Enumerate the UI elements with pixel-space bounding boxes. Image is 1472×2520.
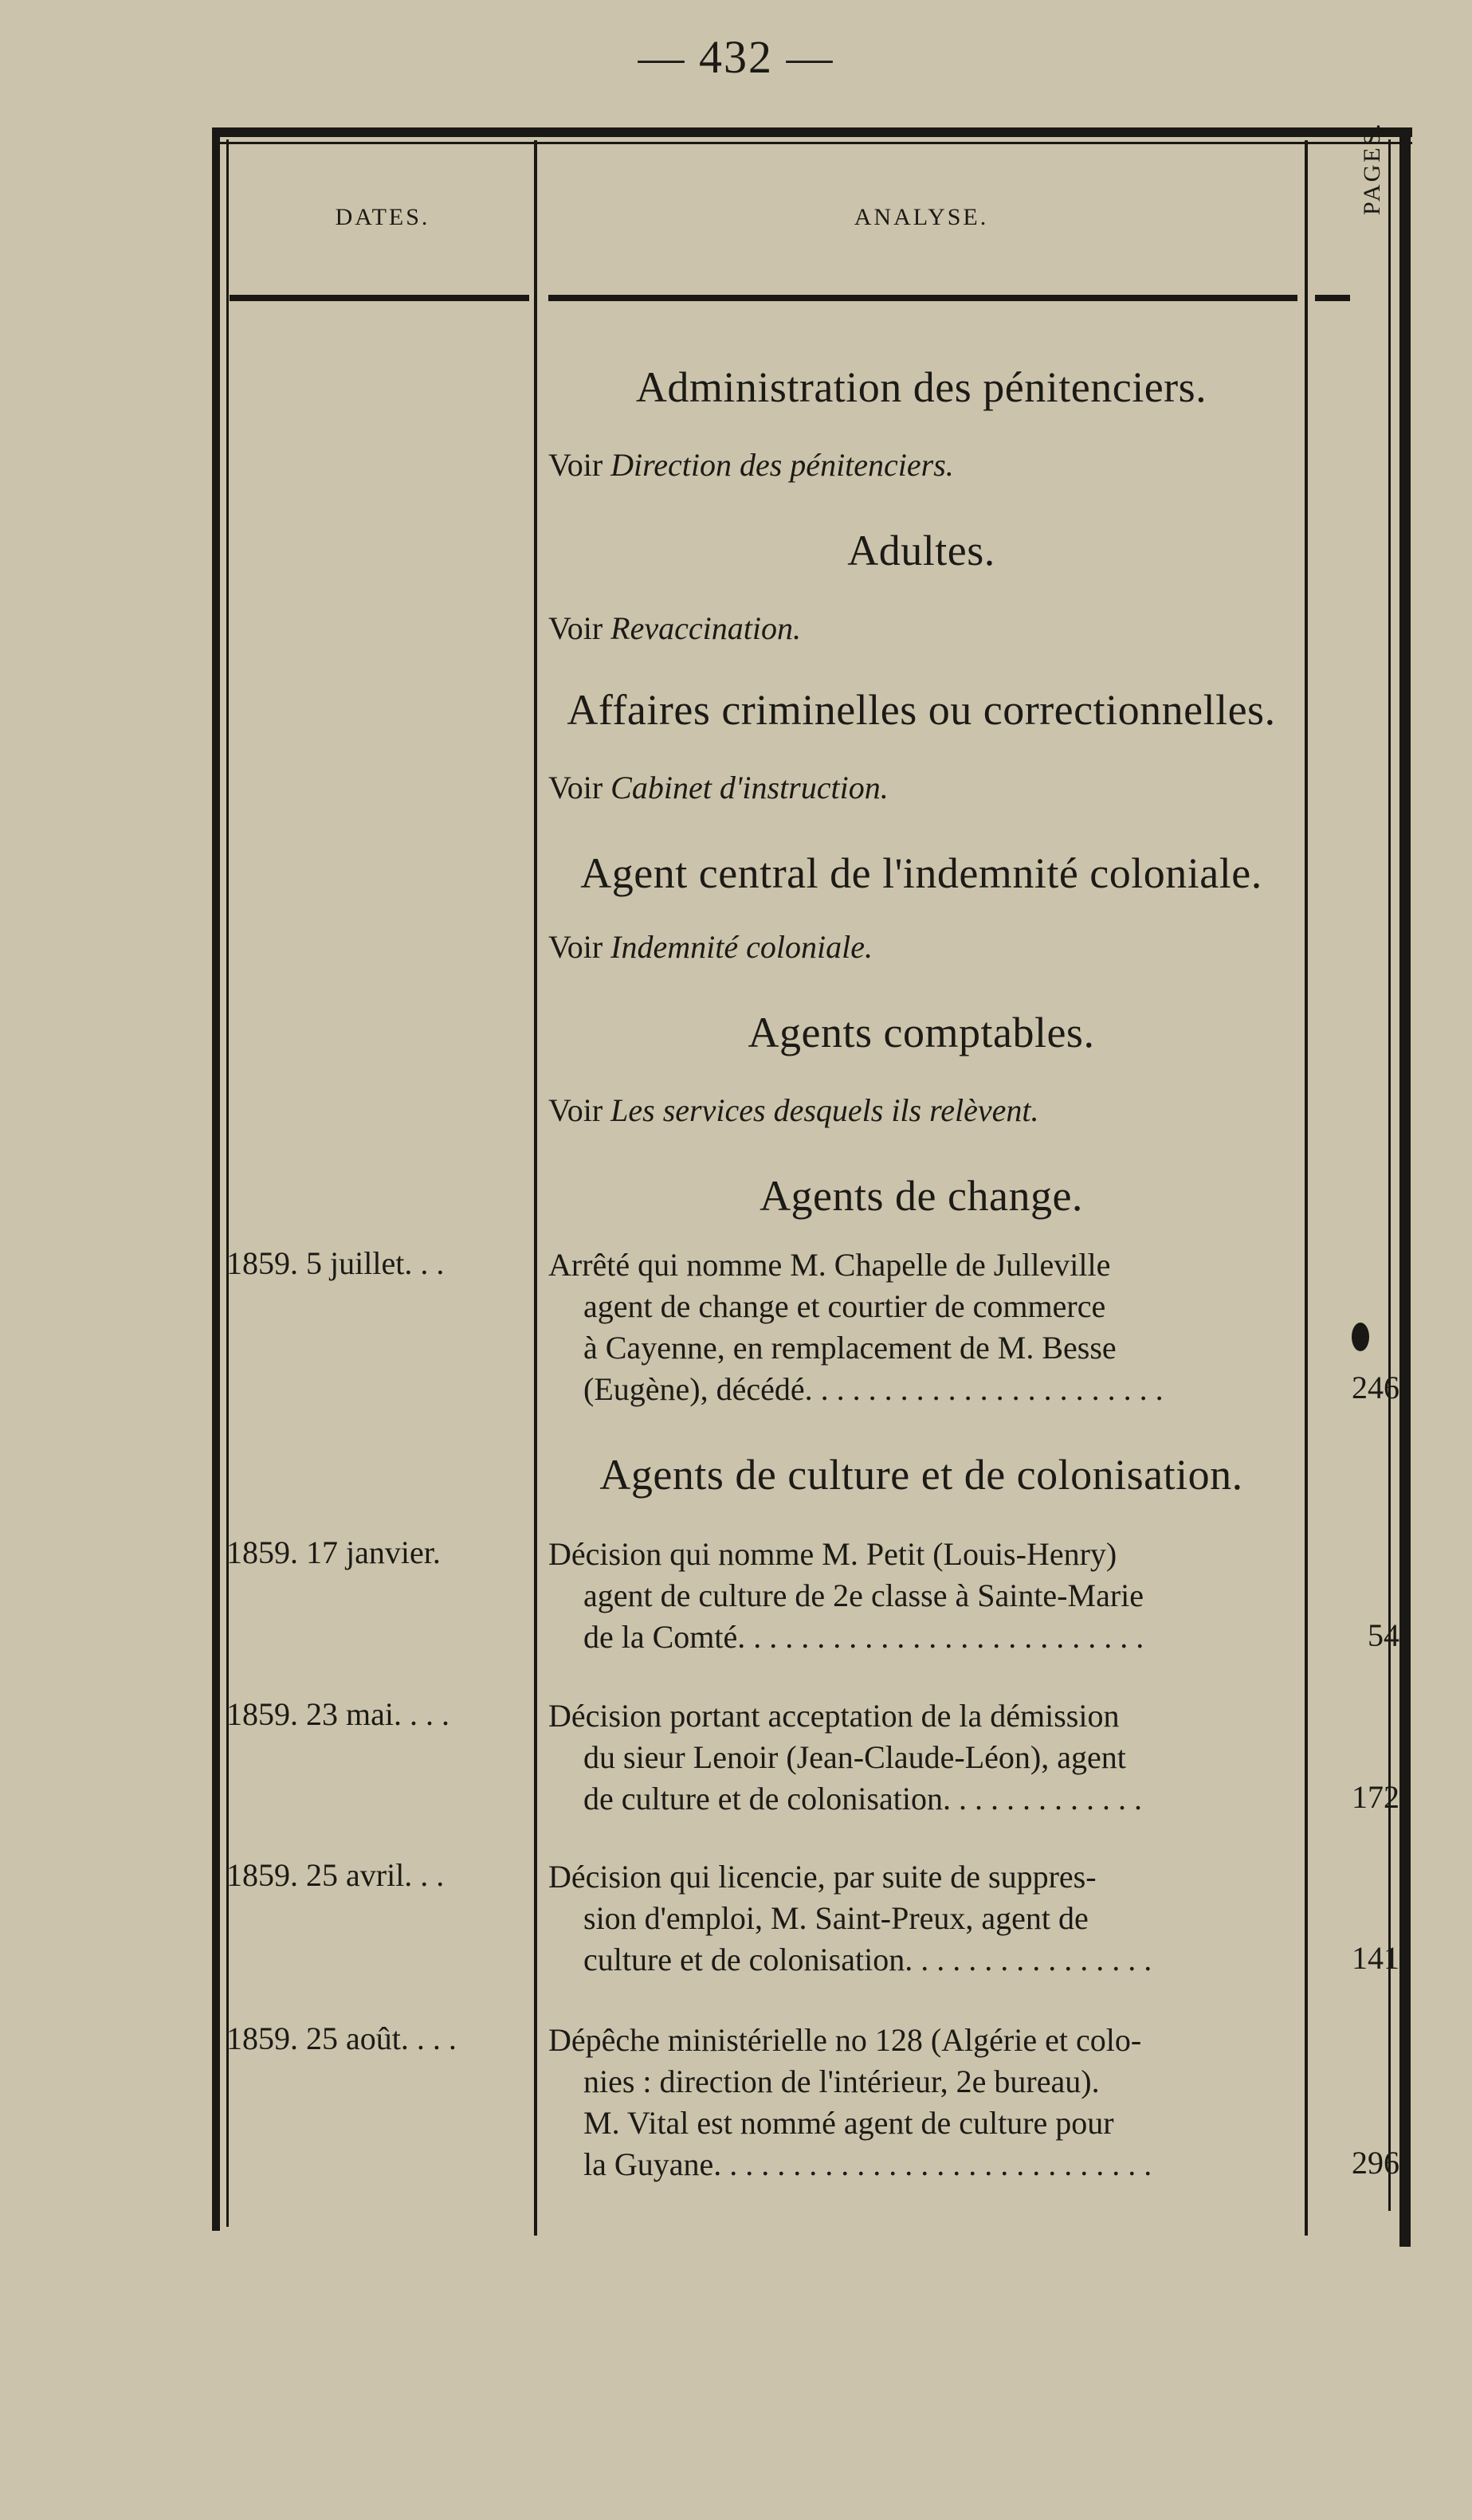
entry-line: agent de culture de 2e classe à Sainte-Marie: [583, 1577, 1144, 1613]
voir-target: Direction des pénitenciers.: [610, 447, 954, 483]
column-header-pages: PAGES.: [1359, 121, 1385, 215]
page-number: — 432 —: [638, 31, 834, 83]
section-heading: Agents de culture et de colonisation.: [599, 1451, 1243, 1499]
ink-blot: [1352, 1323, 1369, 1351]
header-rule-dates: [230, 295, 529, 301]
entry-text: [548, 2020, 1297, 2185]
column-rule-analyse: [1305, 140, 1308, 2236]
entry-page: 141: [1352, 1940, 1399, 1976]
section-heading: Affaires criminelles ou correctionnelles.: [567, 686, 1276, 734]
entry-line: M. Vital est nommé agent de culture pour: [583, 2105, 1114, 2141]
section-heading: Agents comptables.: [748, 1009, 1095, 1056]
entry-line: la Guyane. . . . . . . . . . . . . . . . . . . . . . . . . . . .: [583, 2146, 1152, 2182]
entry-date: 1859. 17 janvier.: [226, 1534, 441, 1570]
entry-line: de la Comté. . . . . . . . . . . . . . . . . . . . . . . . . .: [583, 1619, 1144, 1655]
entry-text: [548, 1244, 1297, 1410]
entry-line: du sieur Lenoir (Jean-Claude-Léon), agent: [583, 1739, 1126, 1775]
table-top-border: [212, 127, 1412, 137]
entry-date: 1859. 5 juillet. . .: [226, 1245, 445, 1281]
section-heading: Agents de change.: [760, 1172, 1083, 1220]
column-header-dates: DATES.: [335, 204, 430, 230]
entry-line: culture et de colonisation. . . . . . . . . . . . . . . .: [583, 1942, 1152, 1977]
entry-date: 1859. 23 mai. . . .: [226, 1696, 449, 1732]
column-rule-dates: [534, 140, 537, 2236]
entry-page: 172: [1352, 1779, 1399, 1815]
voir-prefix: Voir: [548, 1092, 603, 1128]
cross-reference: [548, 769, 889, 806]
voir-prefix: Voir: [548, 770, 603, 805]
column-header-analyse: ANALYSE.: [854, 204, 989, 230]
header-rule-analyse: [548, 295, 1297, 301]
table-left-inner-border: [226, 139, 229, 2227]
cross-reference: [548, 1091, 1038, 1129]
entry-line: à Cayenne, en remplacement de M. Besse: [583, 1330, 1117, 1366]
entry-date: 1859. 25 août. . . .: [226, 2020, 457, 2056]
entry-line: Décision portant acceptation de la démission: [548, 1698, 1120, 1734]
voir-prefix: Voir: [548, 929, 603, 965]
entry-page: 54: [1368, 1617, 1399, 1653]
entry-line: sion d'emploi, M. Saint-Preux, agent de: [583, 1900, 1089, 1936]
entry-text: [548, 1856, 1297, 1981]
entry-line: agent de change et courtier de commerce: [583, 1288, 1106, 1324]
entry-line: Arrêté qui nomme M. Chapelle de Julleville: [548, 1247, 1111, 1283]
entry-page: 246: [1352, 1370, 1399, 1405]
table-right-border: [1399, 127, 1411, 2247]
entry-line: Décision qui nomme M. Petit (Louis-Henry): [548, 1536, 1117, 1572]
entry-text: [548, 1695, 1297, 1820]
section-heading: Agent central de l'indemnité coloniale.: [580, 849, 1262, 897]
voir-target: Revaccination.: [610, 610, 801, 646]
voir-target: Les services desquels ils relèvent.: [610, 1092, 1039, 1128]
voir-target: Cabinet d'instruction.: [610, 770, 889, 805]
header-rule-pages: [1315, 295, 1350, 301]
entry-line: Décision qui licencie, par suite de suppres-: [548, 1859, 1097, 1895]
voir-prefix: Voir: [548, 447, 603, 483]
table-top-inner-border: [212, 142, 1412, 144]
table-left-border: [212, 127, 220, 2231]
entry-line: nies : direction de l'intérieur, 2e bureau).: [583, 2063, 1100, 2099]
entry-text: [548, 1534, 1297, 1658]
voir-target: Indemnité coloniale.: [610, 929, 873, 965]
entry-page: 296: [1352, 2145, 1399, 2181]
cross-reference: [548, 446, 954, 484]
entry-line: (Eugène), décédé. . . . . . . . . . . . . . . . . . . . . . .: [583, 1371, 1164, 1407]
cross-reference: [548, 609, 801, 647]
cross-reference: [548, 928, 873, 966]
entry-line: de culture et de colonisation. . . . . . . . . . . . .: [583, 1781, 1142, 1817]
entry-date: 1859. 25 avril. . .: [226, 1857, 445, 1893]
section-heading: Administration des pénitenciers.: [635, 363, 1207, 411]
voir-prefix: Voir: [548, 610, 603, 646]
table-right-inner-border: [1388, 139, 1391, 2211]
entry-line: Dépêche ministérielle no 128 (Algérie et colo-: [548, 2022, 1142, 2058]
section-heading: Adultes.: [847, 527, 995, 574]
